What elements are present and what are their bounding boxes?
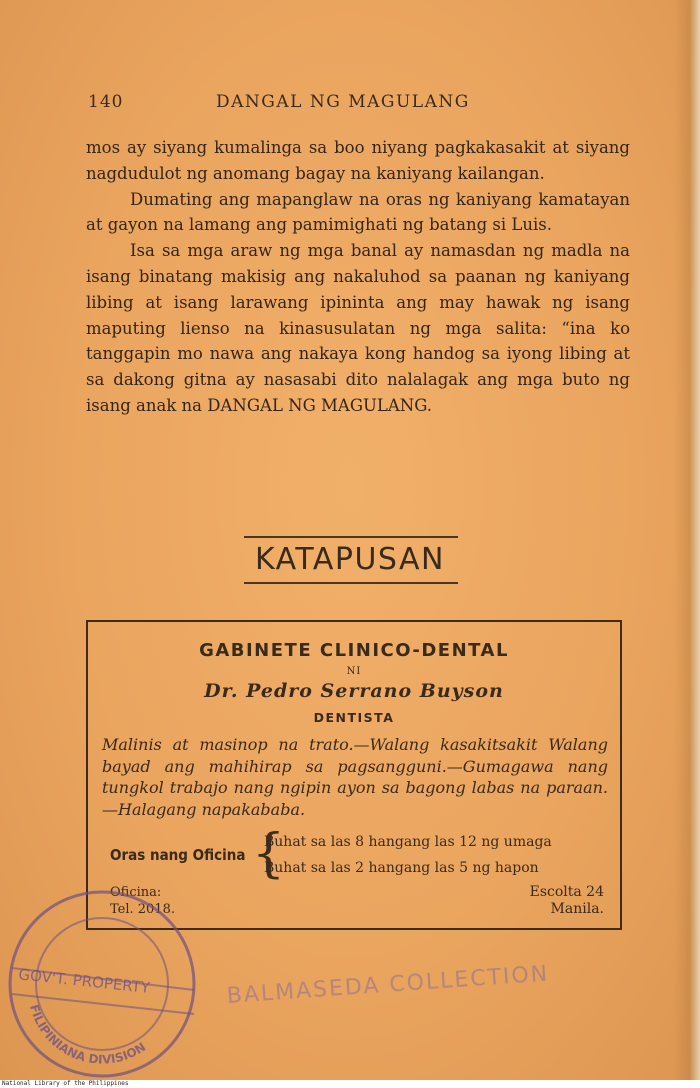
end-rule-top [244,536,458,538]
footer-credit: National Library of the Philippines [2,1080,129,1087]
paragraph-2: Dumating ang mapanglaw na oras ng kaniyang kamatayan at gayon na lamang ang pamimighati ng batang si Luis. [86,189,630,235]
dental-advertisement [86,620,622,930]
paragraph-1: mos ay siyang kumalinga sa boo niyang pagkakasakit at siyang nagdudulot ng anomang bagay na kaniyang kailangan. [86,138,630,183]
end-rule-bottom [244,582,458,584]
ad-hours-morning: Buhat sa las 8 hangang las 12 ng umaga [264,834,552,850]
page-header [88,92,648,114]
ad-hours-label: Oras nang Oficina [110,846,246,864]
library-stamp [4,886,200,1082]
ad-office-label: Oficina: [110,885,162,900]
stamp-text-middle: GOV'T. PROPERTY [17,965,151,997]
ad-address [530,884,604,918]
brace-icon: { [252,824,286,884]
library-stamp-seal-icon [4,886,200,1082]
paragraph-3: Isa sa mga araw ng mga banal ay namasdan ng madla na isang binatang makisig ang nakaluhod sa paanan ng kaniyang libing at isang larawang ipininta ang may hawak ng isang maputing lienso na kinasusulatan ng mga salita: “ina ko tanggapin mo nawa ang nakaya kong handog sa iyong libing at sa dakong gitna ay nasasabi dito nalalagak ang mga buto ng isang anak na DANGAL NG MAGULANG. [86,241,630,415]
page-edge [674,0,700,1080]
ad-address-street: Escolta 24 [529,884,604,900]
page-number: 140 [88,92,124,112]
running-title: DANGAL NG MAGULANG [216,92,470,112]
stamp-text-bottom: FILIPINIANA DIVISION [26,1002,149,1067]
ad-hours-afternoon: Buhat sa las 2 hangang las 5 ng hapon [264,860,539,876]
body-text [86,135,630,419]
collection-stamp: BALMASEDA COLLECTION [226,961,551,1009]
ad-tel: Tel. 2018. [110,902,175,917]
ad-ni: NI [346,666,362,677]
ad-title: GABINETE CLINICO-DENTAL [199,640,509,661]
stamp-text-top [4,886,178,890]
ad-address-city: Manila. [550,901,604,917]
ad-profession: DENTISTA [313,710,395,725]
ad-doctor-name: Dr. Pedro Serrano Buyson [204,680,504,702]
end-title: KATAPUSAN [255,542,445,577]
ad-description: Malinis at masinop na trato.—Walang kasakitsakit Walang bayad ang mahihirap sa pagsangguni.—Gumagawa nang tungkol trabajo nang ngipin ayon sa bagong labas na paraan.—Halagang napakababa. [102,735,608,819]
